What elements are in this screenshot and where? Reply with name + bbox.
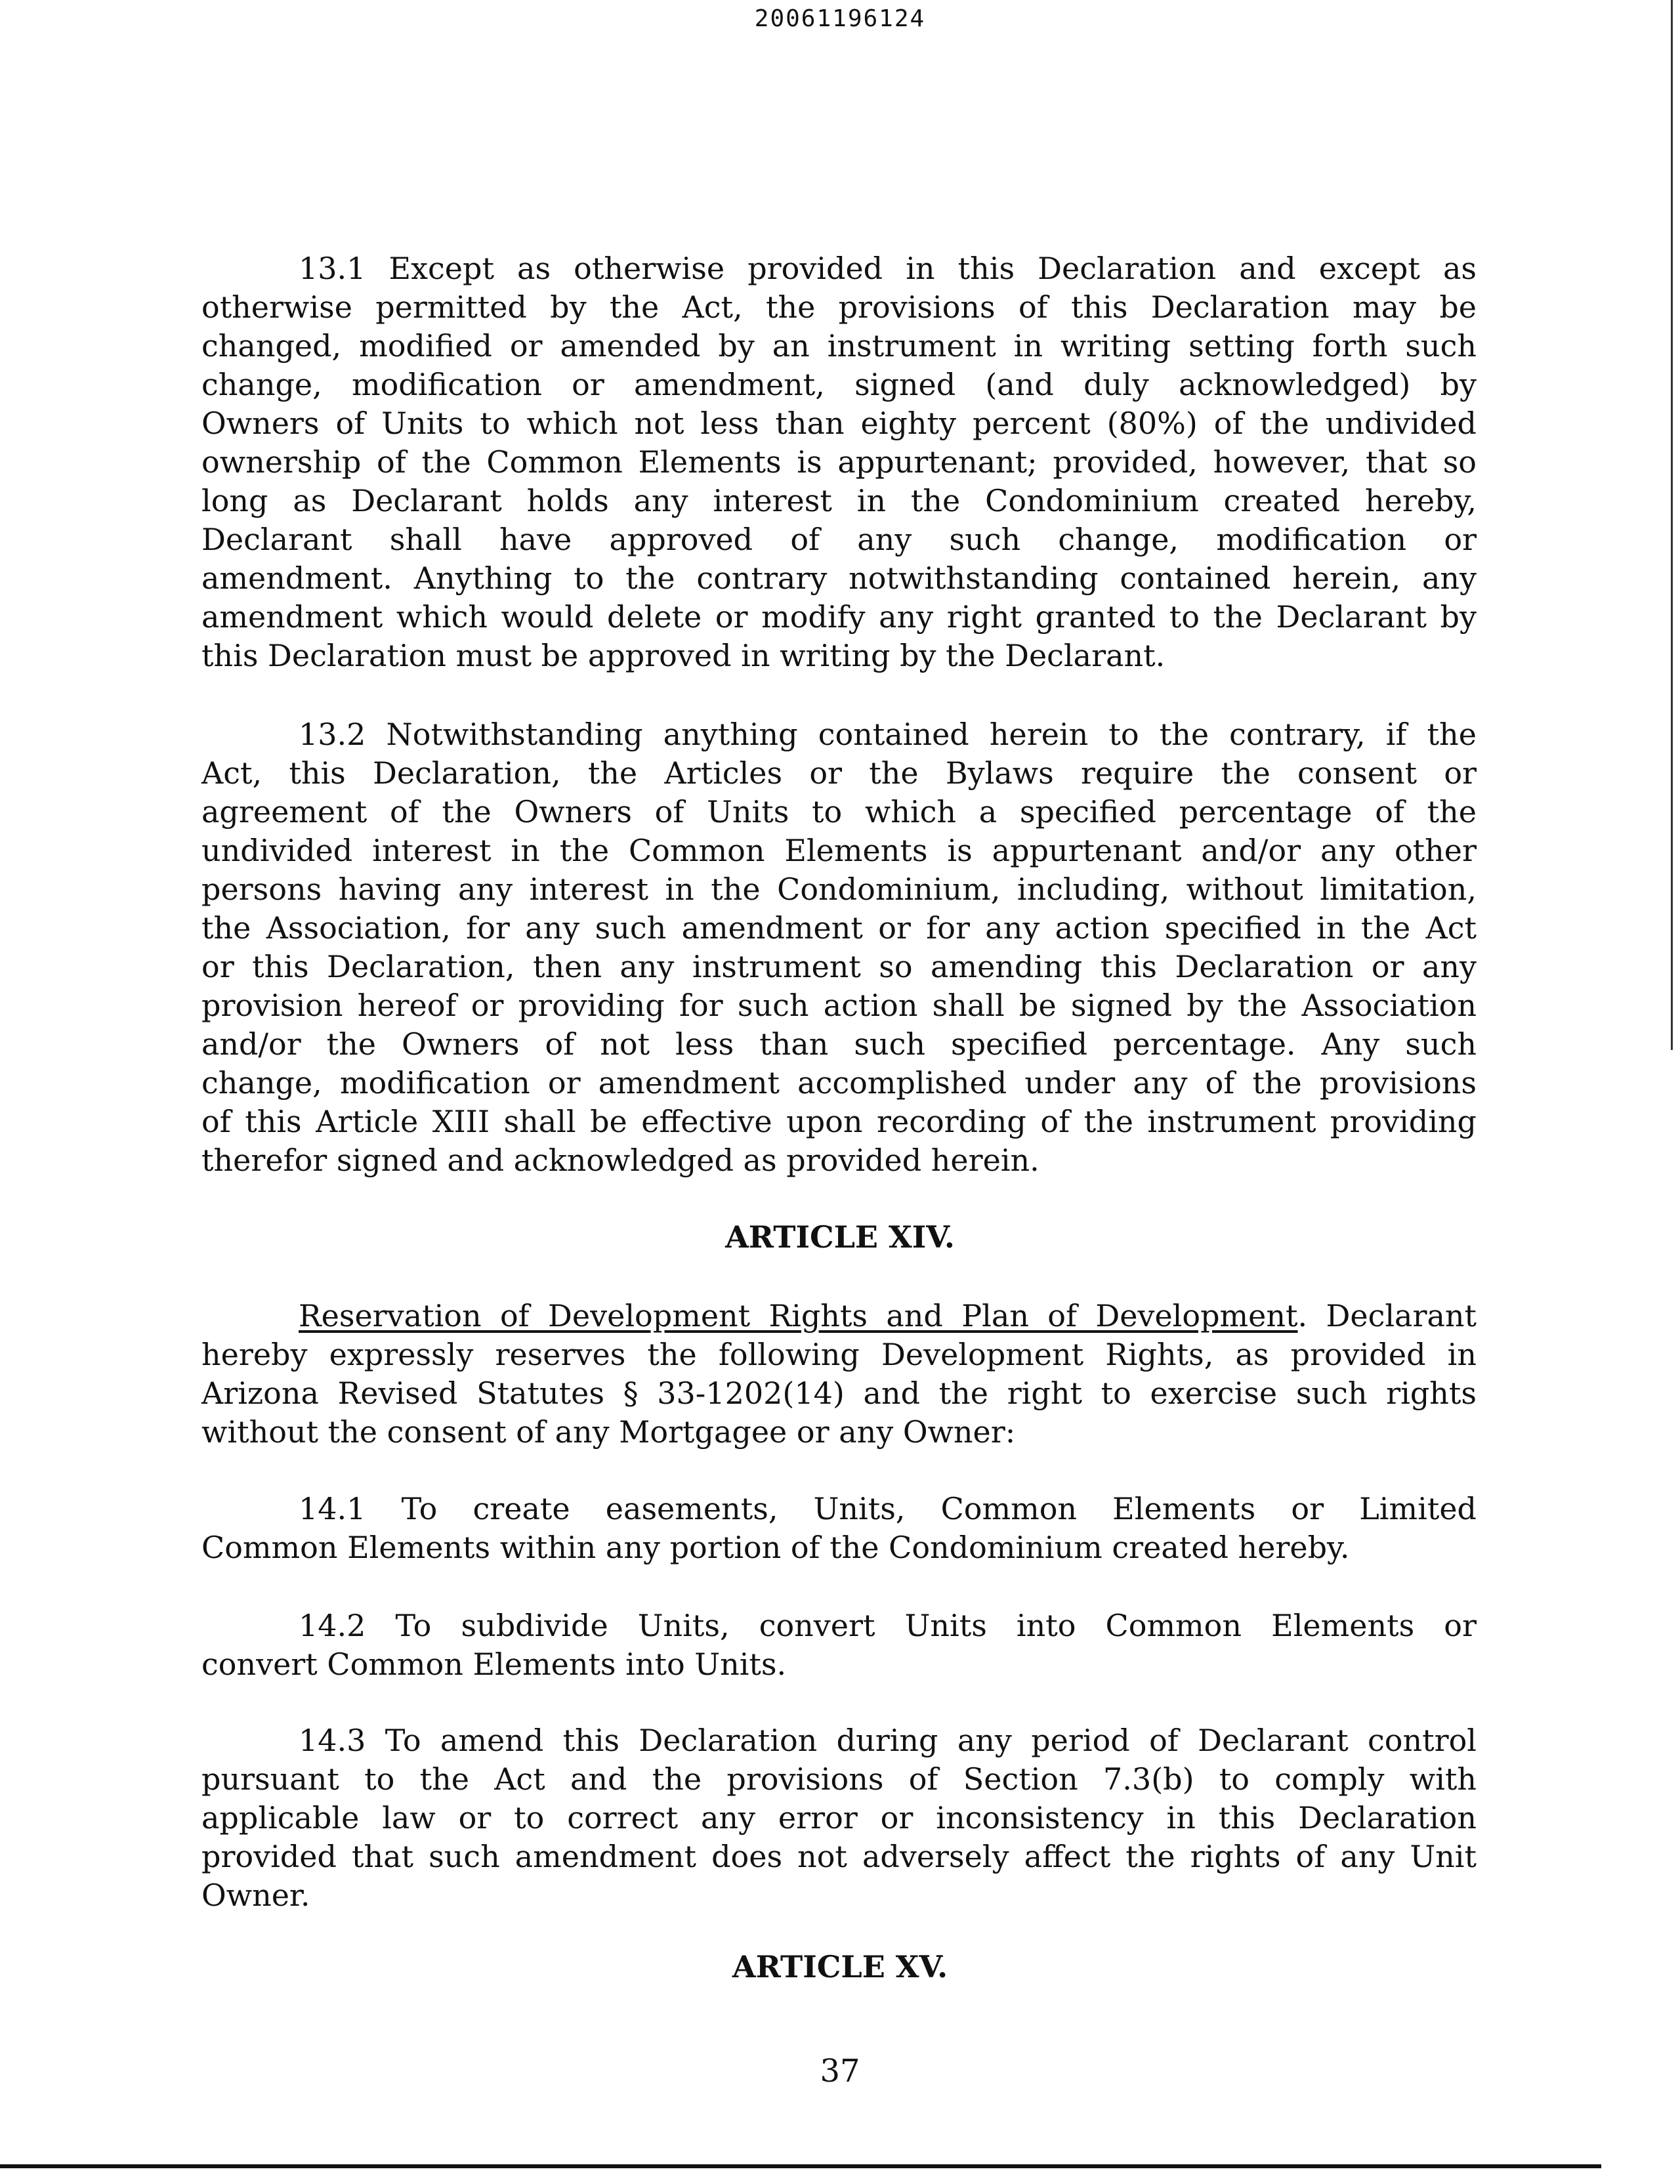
right-scan-edge bbox=[1671, 0, 1673, 1050]
article-xiv-heading: ARTICLE XIV. bbox=[725, 1219, 955, 1255]
text-line: Owner. bbox=[201, 1878, 310, 1913]
paragraph-13-2 bbox=[201, 715, 1477, 1180]
text-line: 14.1 To create easements, Units, Common Elements or Limited bbox=[299, 1491, 1477, 1526]
paragraph-14-3 bbox=[201, 1721, 1477, 1915]
text-line: agreement of the Owners of Units to which a specified percentage of the bbox=[201, 794, 1477, 830]
text-line: 13.2 Notwithstanding anything contained herein to the contrary, if the bbox=[299, 717, 1477, 752]
text-line: pursuant to the Act and the provisions of Section 7.3(b) to comply with bbox=[201, 1761, 1477, 1797]
paragraph-14-1 bbox=[201, 1490, 1477, 1567]
text-line: or this Declaration, then any instrument so amending this Declaration or any bbox=[201, 949, 1477, 984]
text-line: the Association, for any such amendment or for any action specified in the Act bbox=[201, 910, 1477, 946]
page-number: 37 bbox=[820, 2053, 860, 2090]
text-line: 14.2 To subdivide Units, convert Units into Common Elements or bbox=[299, 1608, 1477, 1643]
text-line: change, modification or amendment accomplished under any of the provisions bbox=[201, 1065, 1477, 1101]
text-line: provision hereof or providing for such action shall be signed by the Association bbox=[201, 988, 1477, 1023]
document-number: 20061196124 bbox=[754, 5, 926, 32]
text-line: changed, modified or amended by an instrument in writing setting forth such bbox=[201, 328, 1477, 364]
text-line: provided that such amendment does not adversely affect the rights of any Unit bbox=[201, 1839, 1477, 1874]
text-line: Declarant shall have approved of any such change, modification or bbox=[201, 522, 1477, 557]
text-line: long as Declarant holds any interest in the Condominium created hereby, bbox=[201, 483, 1477, 518]
text-line: convert Common Elements into Units. bbox=[201, 1647, 787, 1682]
text-line: amendment. Anything to the contrary notwithstanding contained herein, any bbox=[201, 560, 1477, 596]
text-line: therefor signed and acknowledged as provided herein. bbox=[201, 1143, 1040, 1178]
text-line: Arizona Revised Statutes § 33-1202(14) and the right to exercise such rights bbox=[201, 1376, 1477, 1411]
text-line: and/or the Owners of not less than such specified percentage. Any such bbox=[201, 1026, 1477, 1062]
bottom-scan-rule bbox=[0, 2164, 1601, 2168]
text-line: change, modification or amendment, signed (and duly acknowledged) by bbox=[201, 367, 1477, 402]
text-line: without the consent of any Mortgagee or any Owner: bbox=[201, 1414, 1016, 1450]
text-line: of this Article XIII shall be effective upon recording of the instrument providing bbox=[201, 1104, 1477, 1139]
text-line: undivided interest in the Common Elements is appurtenant and/or any other bbox=[201, 833, 1477, 868]
paragraph-reservation bbox=[201, 1297, 1477, 1452]
text-line: ownership of the Common Elements is appurtenant; provided, however, that so bbox=[201, 444, 1477, 480]
reservation-heading: Reservation of Development Rights and Plan of Development bbox=[299, 1298, 1298, 1334]
text-line: 13.1 Except as otherwise provided in this Declaration and except as bbox=[299, 251, 1477, 286]
text-line: otherwise permitted by the Act, the provisions of this Declaration may be bbox=[201, 289, 1477, 325]
text-line: persons having any interest in the Condominium, including, without limitation, bbox=[201, 872, 1477, 907]
paragraph-14-2 bbox=[201, 1606, 1477, 1684]
text-line: hereby expressly reserves the following Development Rights, as provided in bbox=[201, 1337, 1477, 1372]
text-line: Act, this Declaration, the Articles or the Bylaws require the consent or bbox=[201, 755, 1477, 791]
text-line: 14.3 To amend this Declaration during any period of Declarant control bbox=[299, 1723, 1477, 1758]
text-line: Owners of Units to which not less than eighty percent (80%) of the undivided bbox=[201, 406, 1477, 441]
paragraph-13-1 bbox=[201, 249, 1477, 675]
article-xv-heading: ARTICLE XV. bbox=[732, 1949, 948, 1984]
text-line: amendment which would delete or modify any right granted to the Declarant by bbox=[201, 599, 1477, 635]
text-line: this Declaration must be approved in writing by the Declarant. bbox=[201, 638, 1166, 673]
reservation-first-line-rest: . Declarant bbox=[1297, 1298, 1477, 1334]
text-line: Common Elements within any portion of the Condominium created hereby. bbox=[201, 1530, 1350, 1565]
text-line: applicable law or to correct any error or inconsistency in this Declaration bbox=[201, 1800, 1477, 1836]
